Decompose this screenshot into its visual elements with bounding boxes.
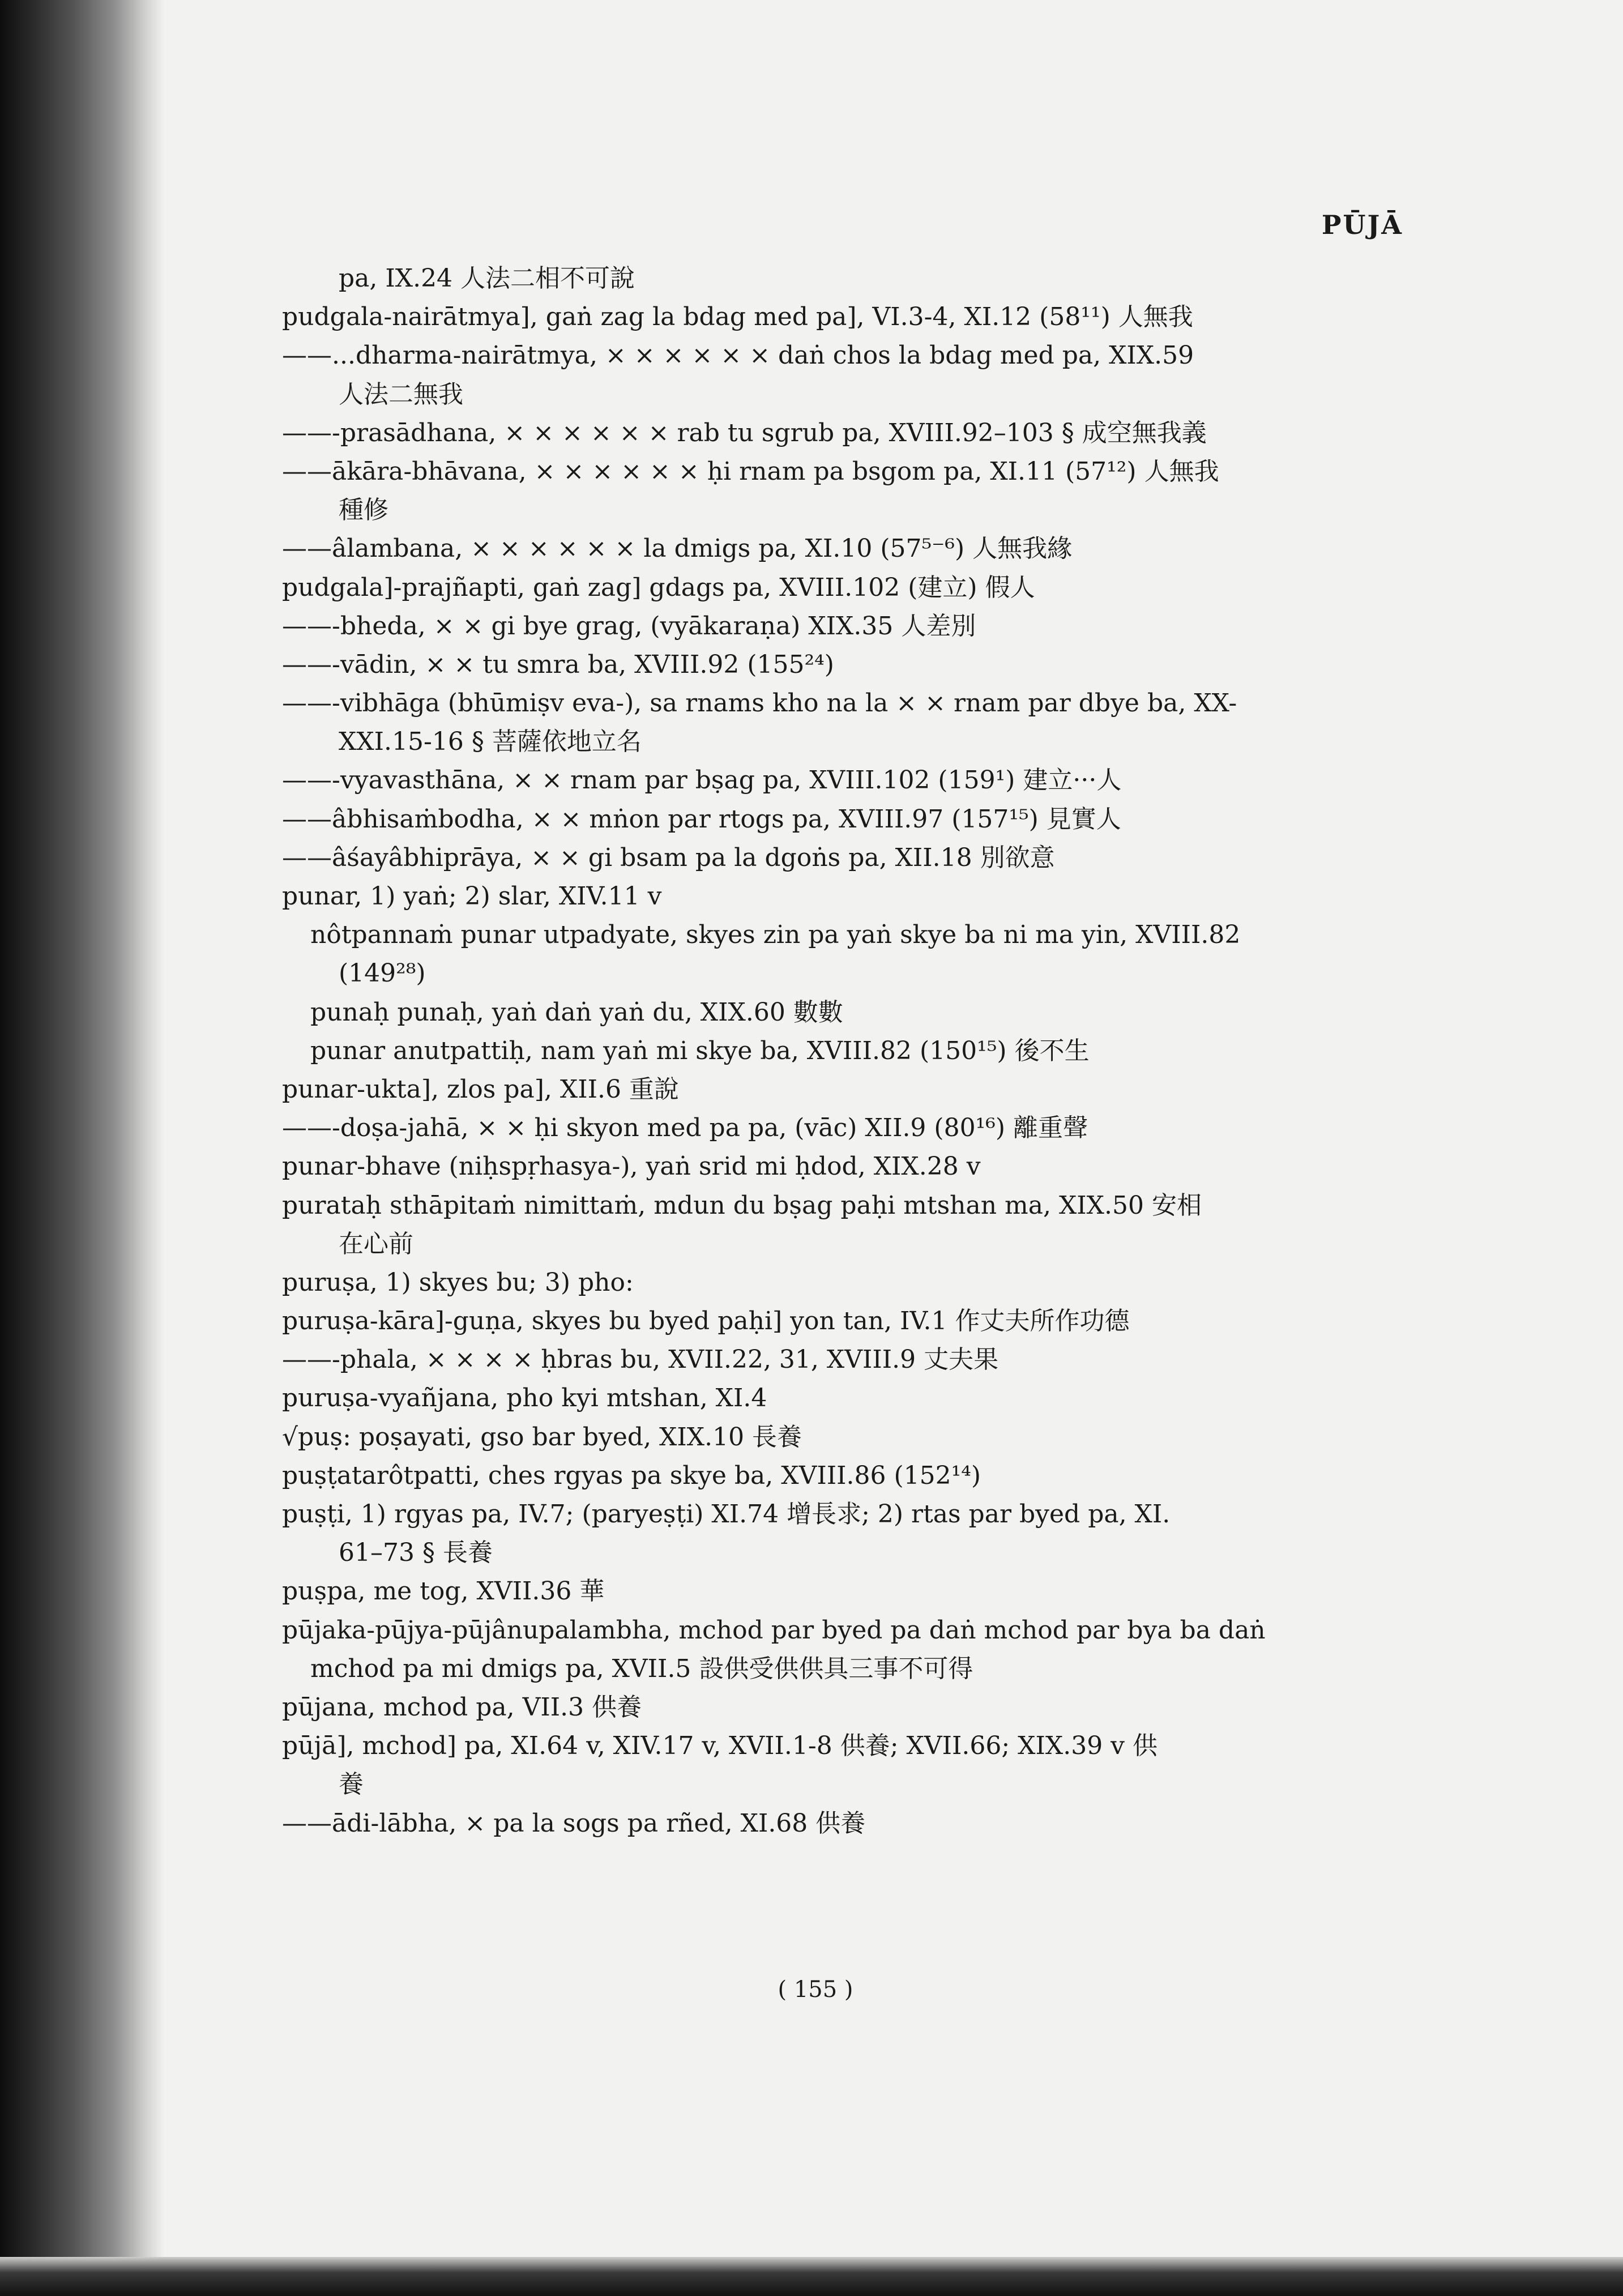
entry-line: puruṣa-vyañjana, pho kyi mtshan, XI.4 bbox=[282, 1384, 767, 1413]
entry-line: 種修 bbox=[339, 496, 388, 525]
entry-line: ——âlambana, × × × × × × la dmigs pa, XI.10 (57⁵⁻⁶) 人無我緣 bbox=[282, 534, 1073, 564]
entry-line: ——ākāra-bhāvana, × × × × × × ḥi rnam pa bsgom pa, XI.11 (57¹²) 人無我 bbox=[282, 456, 1219, 486]
entry-line: ——-doṣa-jahā, × × ḥi skyon med pa pa, (vāc) XII.9 (80¹⁶) 離重聲 bbox=[282, 1113, 1088, 1143]
entry-line: ——-vyavasthāna, × × rnam par bṣag pa, XVIII.102 (159¹) 建立···人 bbox=[282, 766, 1122, 795]
page-header: PŪJĀ bbox=[1321, 210, 1403, 240]
scan-bottom-edge bbox=[0, 2257, 1623, 2296]
entry-line: punar, 1) yaṅ; 2) slar, XIV.11 v bbox=[282, 882, 662, 911]
entry-line: ——âśayâbhiprāya, × × gi bsam pa la dgoṅs pa, XII.18 別欲意 bbox=[282, 843, 1055, 872]
entry-line: puṣṭi, 1) rgyas pa, IV.7; (paryeṣṭi) XI.74 增長求; 2) rtas par byed pa, XI. bbox=[282, 1500, 1171, 1529]
page-number: ( 155 ) bbox=[778, 1977, 853, 2003]
entry-line: pūjaka-pūjya-pūjânupalambha, mchod par byed pa daṅ mchod par bya ba daṅ bbox=[282, 1615, 1266, 1645]
entry-line: ——-vibhāga (bhūmiṣv eva-), sa rnams kho na la × × rnam par dbye ba, XX- bbox=[282, 689, 1237, 718]
entry-line: pūjana, mchod pa, VII.3 供養 bbox=[282, 1692, 642, 1722]
entry-line: ——-prasādhana, × × × × × × rab tu sgrub pa, XVIII.92–103 § 成空無我義 bbox=[282, 418, 1207, 447]
entry-line: √puṣ: poṣayati, gso bar byed, XIX.10 長養 bbox=[282, 1422, 802, 1452]
entry-line: nôtpannaṁ punar utpadyate, skyes zin pa yaṅ skye ba ni ma yin, XVIII.82 bbox=[310, 920, 1241, 950]
entry-line: purataḥ sthāpitaṁ nimittaṁ, mdun du bṣag paḥi mtshan ma, XIX.50 安相 bbox=[282, 1190, 1202, 1220]
entry-line: pudgala]-prajñapti, gaṅ zag] gdags pa, XVIII.102 (建立) 假人 bbox=[282, 573, 1035, 602]
scan-binding-shadow bbox=[0, 0, 164, 2296]
entry-line: ——ādi-lābha, × pa la sogs pa rñed, XI.68 供養 bbox=[282, 1808, 866, 1838]
dictionary-entries bbox=[282, 259, 1395, 1843]
entry-line: ——-bheda, × × gi bye grag, (vyākaraṇa) XIX.35 人差別 bbox=[282, 611, 976, 641]
entry-line: ——âbhisaṁbodha, × × mṅon par rtogs pa, XVIII.97 (157¹⁵) 見實人 bbox=[282, 804, 1121, 834]
entry-line: XXI.15-16 § 菩薩依地立名 bbox=[339, 727, 642, 757]
entry-line: ——-phala, × × × × ḥbras bu, XVII.22, 31, XVIII.9 丈夫果 bbox=[282, 1345, 999, 1375]
entry-line: puruṣa, 1) skyes bu; 3) pho: bbox=[282, 1268, 634, 1297]
entry-line: puṣṭatarôtpatti, ches rgyas pa skye ba, XVIII.86 (152¹⁴) bbox=[282, 1461, 981, 1490]
entry-line: punaḥ punaḥ, yaṅ daṅ yaṅ du, XIX.60 數數 bbox=[310, 997, 843, 1027]
entry-line: mchod pa mi dmigs pa, XVII.5 設供受供供具三事不可得 bbox=[310, 1654, 973, 1683]
entry-line: 61–73 § 長養 bbox=[339, 1538, 493, 1568]
entry-line: pūjā], mchod] pa, XI.64 v, XIV.17 v, XVII.1-8 供養; XVII.66; XIX.39 v 供 bbox=[282, 1731, 1158, 1761]
entry-line: pa, IX.24 人法二相不可說 bbox=[339, 264, 635, 293]
entry-line: (149²⁸) bbox=[339, 959, 426, 988]
entry-line: punar-bhave (niḥspṛhasya-), yaṅ srid mi ḥdod, XIX.28 v bbox=[282, 1152, 981, 1181]
entry-line: punar-ukta], zlos pa], XII.6 重說 bbox=[282, 1074, 679, 1104]
entry-line: ——...dharma-nairātmya, × × × × × × daṅ chos la bdag med pa, XIX.59 bbox=[282, 341, 1194, 370]
entry-line: 人法二無我 bbox=[339, 379, 463, 409]
entry-line: pudgala-nairātmya], gaṅ zag la bdag med pa], VI.3-4, XI.12 (58¹¹) 人無我 bbox=[282, 302, 1193, 332]
entry-line: 養 bbox=[339, 1770, 364, 1799]
entry-line: puṣpa, me tog, XVII.36 華 bbox=[282, 1577, 605, 1606]
entry-line: 在心前 bbox=[339, 1229, 413, 1258]
entry-line: puruṣa-kāra]-guṇa, skyes bu byed paḥi] yon tan, IV.1 作丈夫所作功德 bbox=[282, 1307, 1130, 1336]
entry-line: ——-vādin, × × tu smra ba, XVIII.92 (155²⁴) bbox=[282, 650, 834, 679]
entry-line: punar anutpattiḥ, nam yaṅ mi skye ba, XVIII.82 (150¹⁵) 後不生 bbox=[310, 1036, 1090, 1065]
